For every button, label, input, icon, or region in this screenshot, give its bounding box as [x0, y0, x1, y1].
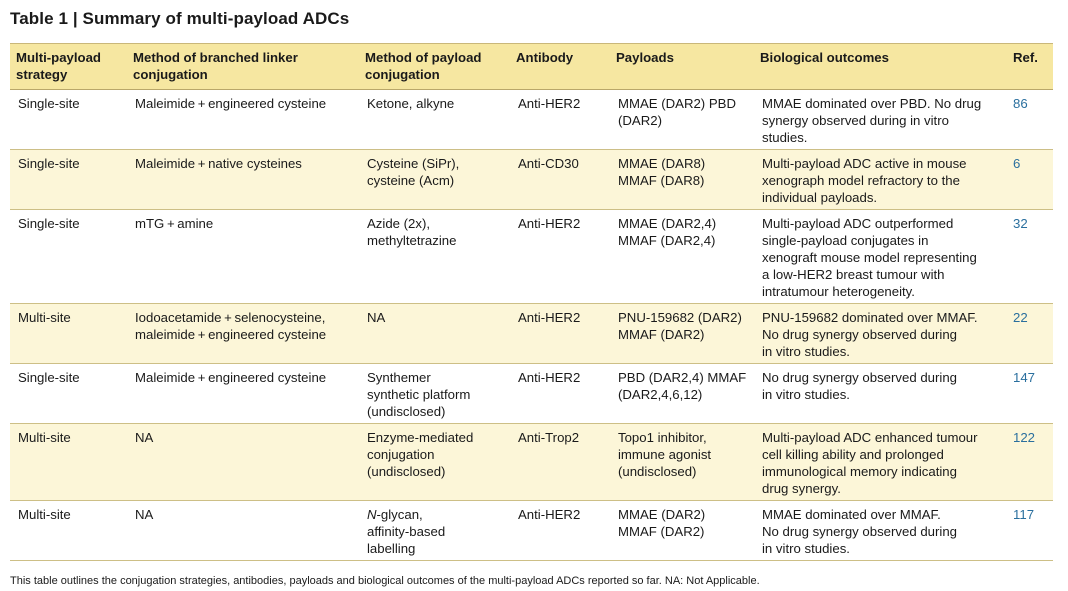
- cell-strategy: Multi-site: [10, 501, 127, 561]
- adc-summary-table: [10, 43, 1053, 561]
- cell-line: (DAR2,4,6,12): [618, 387, 703, 402]
- cell-line: PBD (DAR2,4) MMAF: [618, 370, 747, 385]
- cell-line: (undisclosed): [367, 404, 446, 419]
- cell-line: immunological memory indicating: [762, 464, 957, 479]
- cell-payloads: [610, 424, 754, 501]
- line-text: -glycan,: [376, 507, 423, 522]
- cell-line: a low-HER2 breast tumour with: [762, 267, 945, 282]
- header-ref: Ref.: [1007, 44, 1053, 90]
- cell-payload-conjugation: [359, 364, 510, 424]
- cell-ref: [1007, 501, 1053, 561]
- cell-ref: [1007, 304, 1053, 364]
- cell-antibody: Anti-HER2: [510, 210, 610, 304]
- cell-line: MMAF (DAR8): [618, 173, 705, 188]
- cell-line: MMAE (DAR2): [618, 507, 706, 522]
- cell-line: PNU-159682 (DAR2): [618, 310, 742, 325]
- cell-line: Multi-payload ADC outperformed: [762, 216, 954, 231]
- cell-linker: Maleimide + engineered cysteine: [127, 90, 359, 150]
- ref-link[interactable]: 86: [1013, 96, 1028, 111]
- cell-payload-conjugation: [359, 424, 510, 501]
- cell-line: synergy observed during in vitro: [762, 113, 949, 128]
- cell-line: MMAF (DAR2): [618, 327, 705, 342]
- cell-line: MMAE (DAR2) PBD: [618, 96, 736, 111]
- cell-linker: NA: [127, 501, 359, 561]
- table-row: [10, 150, 1053, 210]
- cell-line: PNU-159682 dominated over MMAF.: [762, 310, 978, 325]
- table-footnote: This table outlines the conjugation strategies, antibodies, payloads and biological outcomes of the multi-payload ADCs reported so far. NA: Not Applicable.: [10, 575, 760, 587]
- cell-outcomes: [754, 364, 1007, 424]
- table-row: [10, 90, 1053, 150]
- cell-line: maleimide + engineered cysteine: [135, 327, 327, 342]
- cell-line: MMAE dominated over MMAF.: [762, 507, 941, 522]
- cell-antibody: Anti-CD30: [510, 150, 610, 210]
- table-row: [10, 501, 1053, 561]
- cell-line: MMAE (DAR8): [618, 156, 706, 171]
- cell-payload-conjugation: [359, 210, 510, 304]
- table-row: [10, 210, 1053, 304]
- cell-line: MMAE (DAR2,4): [618, 216, 717, 231]
- ref-link[interactable]: 22: [1013, 310, 1028, 325]
- cell-antibody: Anti-HER2: [510, 501, 610, 561]
- cell-line: in vitro studies.: [762, 387, 850, 402]
- header-outcomes: Biological outcomes: [754, 44, 1007, 90]
- cell-line: No drug synergy observed during: [762, 370, 957, 385]
- cell-strategy: Single-site: [10, 90, 127, 150]
- cell-outcomes: [754, 90, 1007, 150]
- cell-line: xenograph model refractory to the: [762, 173, 960, 188]
- cell-line: Azide (2x),: [367, 216, 431, 231]
- cell-payloads: [610, 304, 754, 364]
- cell-line: Topo1 inhibitor,: [618, 430, 707, 445]
- cell-strategy: Single-site: [10, 210, 127, 304]
- cell-payloads: [610, 90, 754, 150]
- cell-payloads: [610, 501, 754, 561]
- cell-ref: [1007, 364, 1053, 424]
- cell-strategy: Multi-site: [10, 424, 127, 501]
- cell-antibody: Anti-HER2: [510, 90, 610, 150]
- cell-line: in vitro studies.: [762, 541, 850, 556]
- header-antibody: Antibody: [510, 44, 610, 90]
- cell-payloads: [610, 210, 754, 304]
- cell-ref: [1007, 424, 1053, 501]
- italic-prefix: N: [367, 507, 377, 522]
- cell-line: studies.: [762, 130, 808, 145]
- cell-linker: Maleimide + engineered cysteine: [127, 364, 359, 424]
- cell-outcomes: [754, 304, 1007, 364]
- cell-line: synthetic platform: [367, 387, 471, 402]
- cell-payload-conjugation: [359, 501, 510, 561]
- cell-line: single-payload conjugates in: [762, 233, 929, 248]
- cell-line: MMAF (DAR2,4): [618, 233, 716, 248]
- cell-linker: Maleimide + native cysteines: [127, 150, 359, 210]
- cell-line: Multi-payload ADC enhanced tumour: [762, 430, 978, 445]
- cell-ref: [1007, 90, 1053, 150]
- cell-antibody: Anti-HER2: [510, 364, 610, 424]
- cell-line: individual payloads.: [762, 190, 878, 205]
- ref-link[interactable]: 147: [1013, 370, 1036, 385]
- cell-outcomes: [754, 501, 1007, 561]
- cell-line: Synthemer: [367, 370, 431, 385]
- cell-linker: [127, 304, 359, 364]
- cell-linker: mTG + amine: [127, 210, 359, 304]
- ref-link[interactable]: 6: [1013, 156, 1021, 171]
- cell-strategy: Single-site: [10, 150, 127, 210]
- cell-line: No drug synergy observed during: [762, 327, 957, 342]
- cell-strategy: Single-site: [10, 364, 127, 424]
- cell-line: (undisclosed): [367, 464, 446, 479]
- table-row: [10, 364, 1053, 424]
- cell-payload-conjugation: [359, 304, 510, 364]
- cell-line: in vitro studies.: [762, 344, 850, 359]
- cell-outcomes: [754, 424, 1007, 501]
- cell-line: Ketone, alkyne: [367, 96, 455, 111]
- cell-ref: [1007, 210, 1053, 304]
- cell-line: drug synergy.: [762, 481, 841, 496]
- header-payloads: Payloads: [610, 44, 754, 90]
- cell-line: conjugation: [367, 447, 435, 462]
- cell-payload-conjugation: [359, 90, 510, 150]
- cell-line: (DAR2): [618, 113, 662, 128]
- cell-payload-conjugation: [359, 150, 510, 210]
- ref-link[interactable]: 117: [1013, 507, 1035, 522]
- cell-line: NA: [367, 310, 386, 325]
- cell-line: Cysteine (SiPr),: [367, 156, 460, 171]
- table-row: [10, 304, 1053, 364]
- cell-line: Enzyme-mediated: [367, 430, 474, 445]
- table-title: Table 1 | Summary of multi-payload ADCs: [10, 9, 350, 28]
- cell-line: intratumour heterogeneity.: [762, 284, 915, 299]
- cell-line: [367, 506, 504, 523]
- cell-linker: NA: [127, 424, 359, 501]
- cell-antibody: Anti-Trop2: [510, 424, 610, 501]
- header-strategy: Multi-payload strategy: [10, 44, 127, 90]
- cell-antibody: Anti-HER2: [510, 304, 610, 364]
- cell-outcomes: [754, 210, 1007, 304]
- cell-line: MMAF (DAR2): [618, 524, 705, 539]
- cell-line: MMAE dominated over PBD. No drug: [762, 96, 982, 111]
- cell-payloads: [610, 364, 754, 424]
- cell-ref: [1007, 150, 1053, 210]
- cell-line: xenograft mouse model representing: [762, 250, 977, 265]
- cell-line: No drug synergy observed during: [762, 524, 957, 539]
- cell-strategy: Multi-site: [10, 304, 127, 364]
- cell-line: affinity-based: [367, 524, 446, 539]
- cell-line: methyltetrazine: [367, 233, 457, 248]
- cell-payloads: [610, 150, 754, 210]
- cell-line: labelling: [367, 541, 416, 556]
- ref-link[interactable]: 32: [1013, 216, 1028, 231]
- cell-outcomes: [754, 150, 1007, 210]
- table-row: [10, 424, 1053, 501]
- cell-line: immune agonist: [618, 447, 712, 462]
- header-row: [10, 44, 1053, 90]
- cell-line: cysteine (Acm): [367, 173, 455, 188]
- header-payload-conjugation: Method of payload conjugation: [359, 44, 510, 90]
- cell-line: cell killing ability and prolonged: [762, 447, 944, 462]
- cell-line: Iodoacetamide + selenocysteine,: [135, 310, 326, 325]
- ref-link[interactable]: 122: [1013, 430, 1036, 445]
- cell-line: Multi-payload ADC active in mouse: [762, 156, 967, 171]
- cell-line: (undisclosed): [618, 464, 697, 479]
- header-linker: Method of branched linker conjugation: [127, 44, 359, 90]
